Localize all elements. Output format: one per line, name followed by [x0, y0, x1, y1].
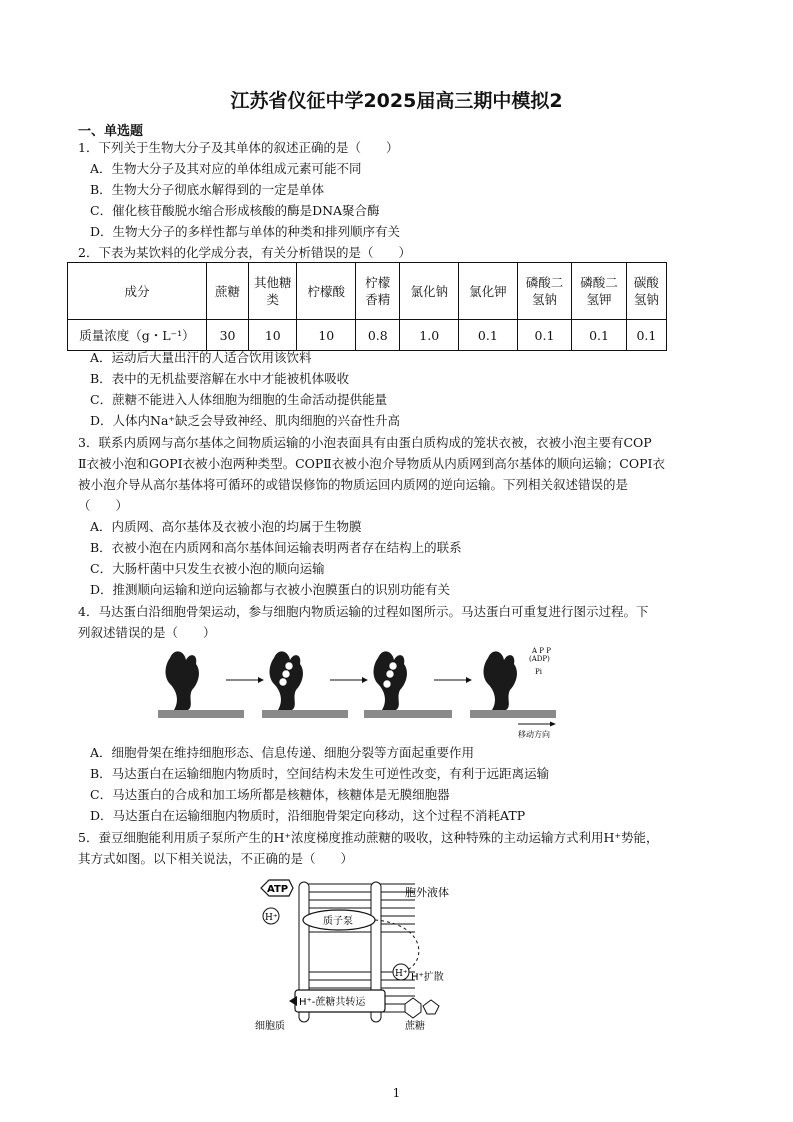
adp-label: A P P — [532, 647, 551, 655]
direction-label: 移动方向 — [518, 730, 550, 739]
q4-stem-line: 4．马达蛋白沿细胞骨架运动，参与细胞内物质运输的过程如图所示。马达蛋白可重复进行图示过程。下 — [78, 604, 649, 619]
extracellular-label: 胞外液体 — [405, 886, 449, 899]
cytoskeleton-track — [364, 710, 452, 718]
cytoskeleton-track — [262, 710, 348, 718]
table-cell: 0.1 — [572, 320, 627, 351]
h-plus-label: H⁺ — [395, 969, 408, 979]
q2-option-c: C．蔗糖不能进入人体细胞为细胞的生命活动提供能量 — [90, 392, 388, 407]
cytoskeleton-track — [158, 710, 244, 718]
q1-option-a: A．生物大分子及其对应的单体组成元素可能不同 — [90, 161, 362, 176]
motor-protein-shape — [166, 651, 199, 710]
table-header-cell: 柠檬酸 — [297, 263, 356, 320]
cotransporter-label: H⁺-蔗糖共转运 — [299, 997, 366, 1008]
q3-stem-line: 被小泡介导从高尔基体将可循环的或错误修饰的物质运回内质网的逆向运输。下列相关叙述错误的是 — [78, 477, 629, 492]
q4-option-a: A．细胞骨架在维持细胞形态、信息传递、细胞分裂等方面起重要作用 — [90, 745, 475, 760]
table-header-cell: 磷酸二氢钠 — [517, 263, 572, 320]
table-row-label: 质量浓度（g・L⁻¹） — [68, 320, 207, 351]
sucrose-label: 蔗糖 — [405, 1021, 425, 1032]
composition-table — [67, 262, 667, 351]
q1-stem: 1．下列关于生物大分子及其单体的叙述正确的是（ ） — [78, 140, 399, 155]
motor-protein-shape — [374, 651, 407, 710]
q2-option-d: D．人体内Na⁺缺乏会导致神经、肌肉细胞的兴奋性升高 — [90, 413, 401, 428]
q3-stem-line: Ⅱ衣被小泡和GOPI衣被小泡两种类型。COPⅡ衣被小泡介导物质从内质网到高尔基体的顺向运输；COPI衣 — [78, 456, 665, 471]
atp-label: ATP — [267, 884, 289, 895]
direction-arrow-head — [550, 722, 556, 727]
sucrose-glucose-icon — [405, 998, 421, 1018]
adp-paren-label: (ADP) — [529, 655, 550, 663]
q2-option-a: A．运动后大量出汗的人适合饮用该饮料 — [90, 350, 312, 365]
q2-option-b: B．表中的无机盐要溶解在水中才能被机体吸收 — [90, 371, 350, 386]
table-header-cell: 磷酸二氢钾 — [572, 263, 627, 320]
table-cell: 10 — [249, 320, 297, 351]
step-arrow-head — [258, 677, 264, 683]
table-header-row — [68, 263, 667, 320]
atp-phosphate-icon — [285, 662, 293, 670]
table-cell: 10 — [297, 320, 356, 351]
table-header-cell: 其他糖类 — [249, 263, 297, 320]
q4-stem-line: 列叙述错误的是（ ） — [78, 625, 216, 640]
cotransport-arrow-head — [289, 996, 297, 1006]
table-header-cell: 碳酸氢钠 — [626, 263, 666, 320]
table-cell: 0.8 — [356, 320, 400, 351]
table-cell: 30 — [206, 320, 248, 351]
pi-label: Pi — [535, 668, 542, 676]
table-row — [68, 320, 667, 351]
q4-option-c: C．马达蛋白的合成和加工场所都是核糖体，核糖体是无膜细胞器 — [90, 787, 450, 802]
page-title: 江苏省仪征中学2025届高三期中模拟2 — [230, 90, 563, 112]
table-header-cell: 蔗糖 — [206, 263, 248, 320]
section-heading: 一、单选题 — [78, 124, 144, 139]
q5-stem-line: 5．蚕豆细胞能利用质子泵所产生的H⁺浓度梯度推动蔗糖的吸收，这种特殊的主动运输方式利用H⁺势能， — [78, 830, 659, 845]
q2-stem: 2．下表为某饮料的化学成分表，有关分析错误的是（ ） — [78, 245, 411, 260]
table-header-cell: 柠檬香精 — [356, 263, 400, 320]
table-cell: 1.0 — [400, 320, 459, 351]
sucrose-fructose-icon — [423, 1000, 439, 1014]
q3-option-b: B．衣被小泡在内质网和高尔基体间运输表明两者存在结构上的联系 — [90, 540, 462, 555]
diffusion-path — [375, 920, 419, 970]
adp-phosphate-icon — [389, 662, 397, 670]
table-header-cell: 氯化钠 — [400, 263, 459, 320]
q1-option-b: B．生物大分子彻底水解得到的一定是单体 — [90, 182, 325, 197]
atp-phosphate-icon — [279, 678, 287, 686]
q3-option-a: A．内质网、高尔基体及衣被小泡的均属于生物膜 — [90, 519, 362, 534]
h-plus-label: H⁺ — [265, 913, 278, 923]
q4-option-d: D．马达蛋白在运输细胞内物质时，沿细胞骨架定向移动，这个过程不消耗ATP — [90, 808, 526, 823]
cytoplasm-label: 细胞质 — [255, 1021, 285, 1032]
proton-pump-label: 质子泵 — [323, 916, 353, 927]
q5-stem-line: 其方式如图。以下相关说法，不正确的是（ ） — [78, 851, 354, 866]
table-cell: 0.1 — [517, 320, 572, 351]
table-header-cell: 成分 — [68, 263, 207, 320]
q3-stem-line: 3．联系内质网与高尔基体之间物质运输的小泡表面具有由蛋白质构成的笼状衣被，衣被小泡主要有COP — [78, 435, 652, 450]
proton-pump-figure — [255, 852, 455, 1032]
motor-protein-figure — [158, 644, 556, 740]
table-header-cell: 氯化钾 — [459, 263, 518, 320]
q3-option-d: D．推测顺向运输和逆向运输都与衣被小泡膜蛋白的识别功能有关 — [90, 582, 451, 597]
cytoskeleton-track — [470, 710, 556, 718]
q4-option-b: B．马达蛋白在运输细胞内物质时，空间结构未发生可逆性改变，有利于远距离运输 — [90, 766, 550, 781]
adp-phosphate-icon — [386, 670, 394, 678]
page-number: 1 — [392, 1086, 401, 1100]
atp-phosphate-icon — [282, 670, 290, 678]
step-arrow-head — [466, 677, 472, 683]
motor-protein-shape — [484, 651, 517, 710]
q1-option-c: C．催化核苷酸脱水缩合形成核酸的酶是DNA聚合酶 — [90, 203, 380, 218]
step-arrow-head — [362, 677, 368, 683]
q1-option-d: D．生物大分子的多样性都与单体的种类和排列顺序有关 — [90, 224, 401, 239]
q3-stem-line: （ ） — [78, 498, 129, 513]
q3-option-c: C．大肠杆菌中只发生衣被小泡的顺向运输 — [90, 561, 325, 576]
h-diffuse-label: H⁺扩散 — [411, 972, 444, 983]
pi-icon — [383, 680, 391, 688]
table-cell: 0.1 — [459, 320, 518, 351]
table-cell: 0.1 — [626, 320, 666, 351]
